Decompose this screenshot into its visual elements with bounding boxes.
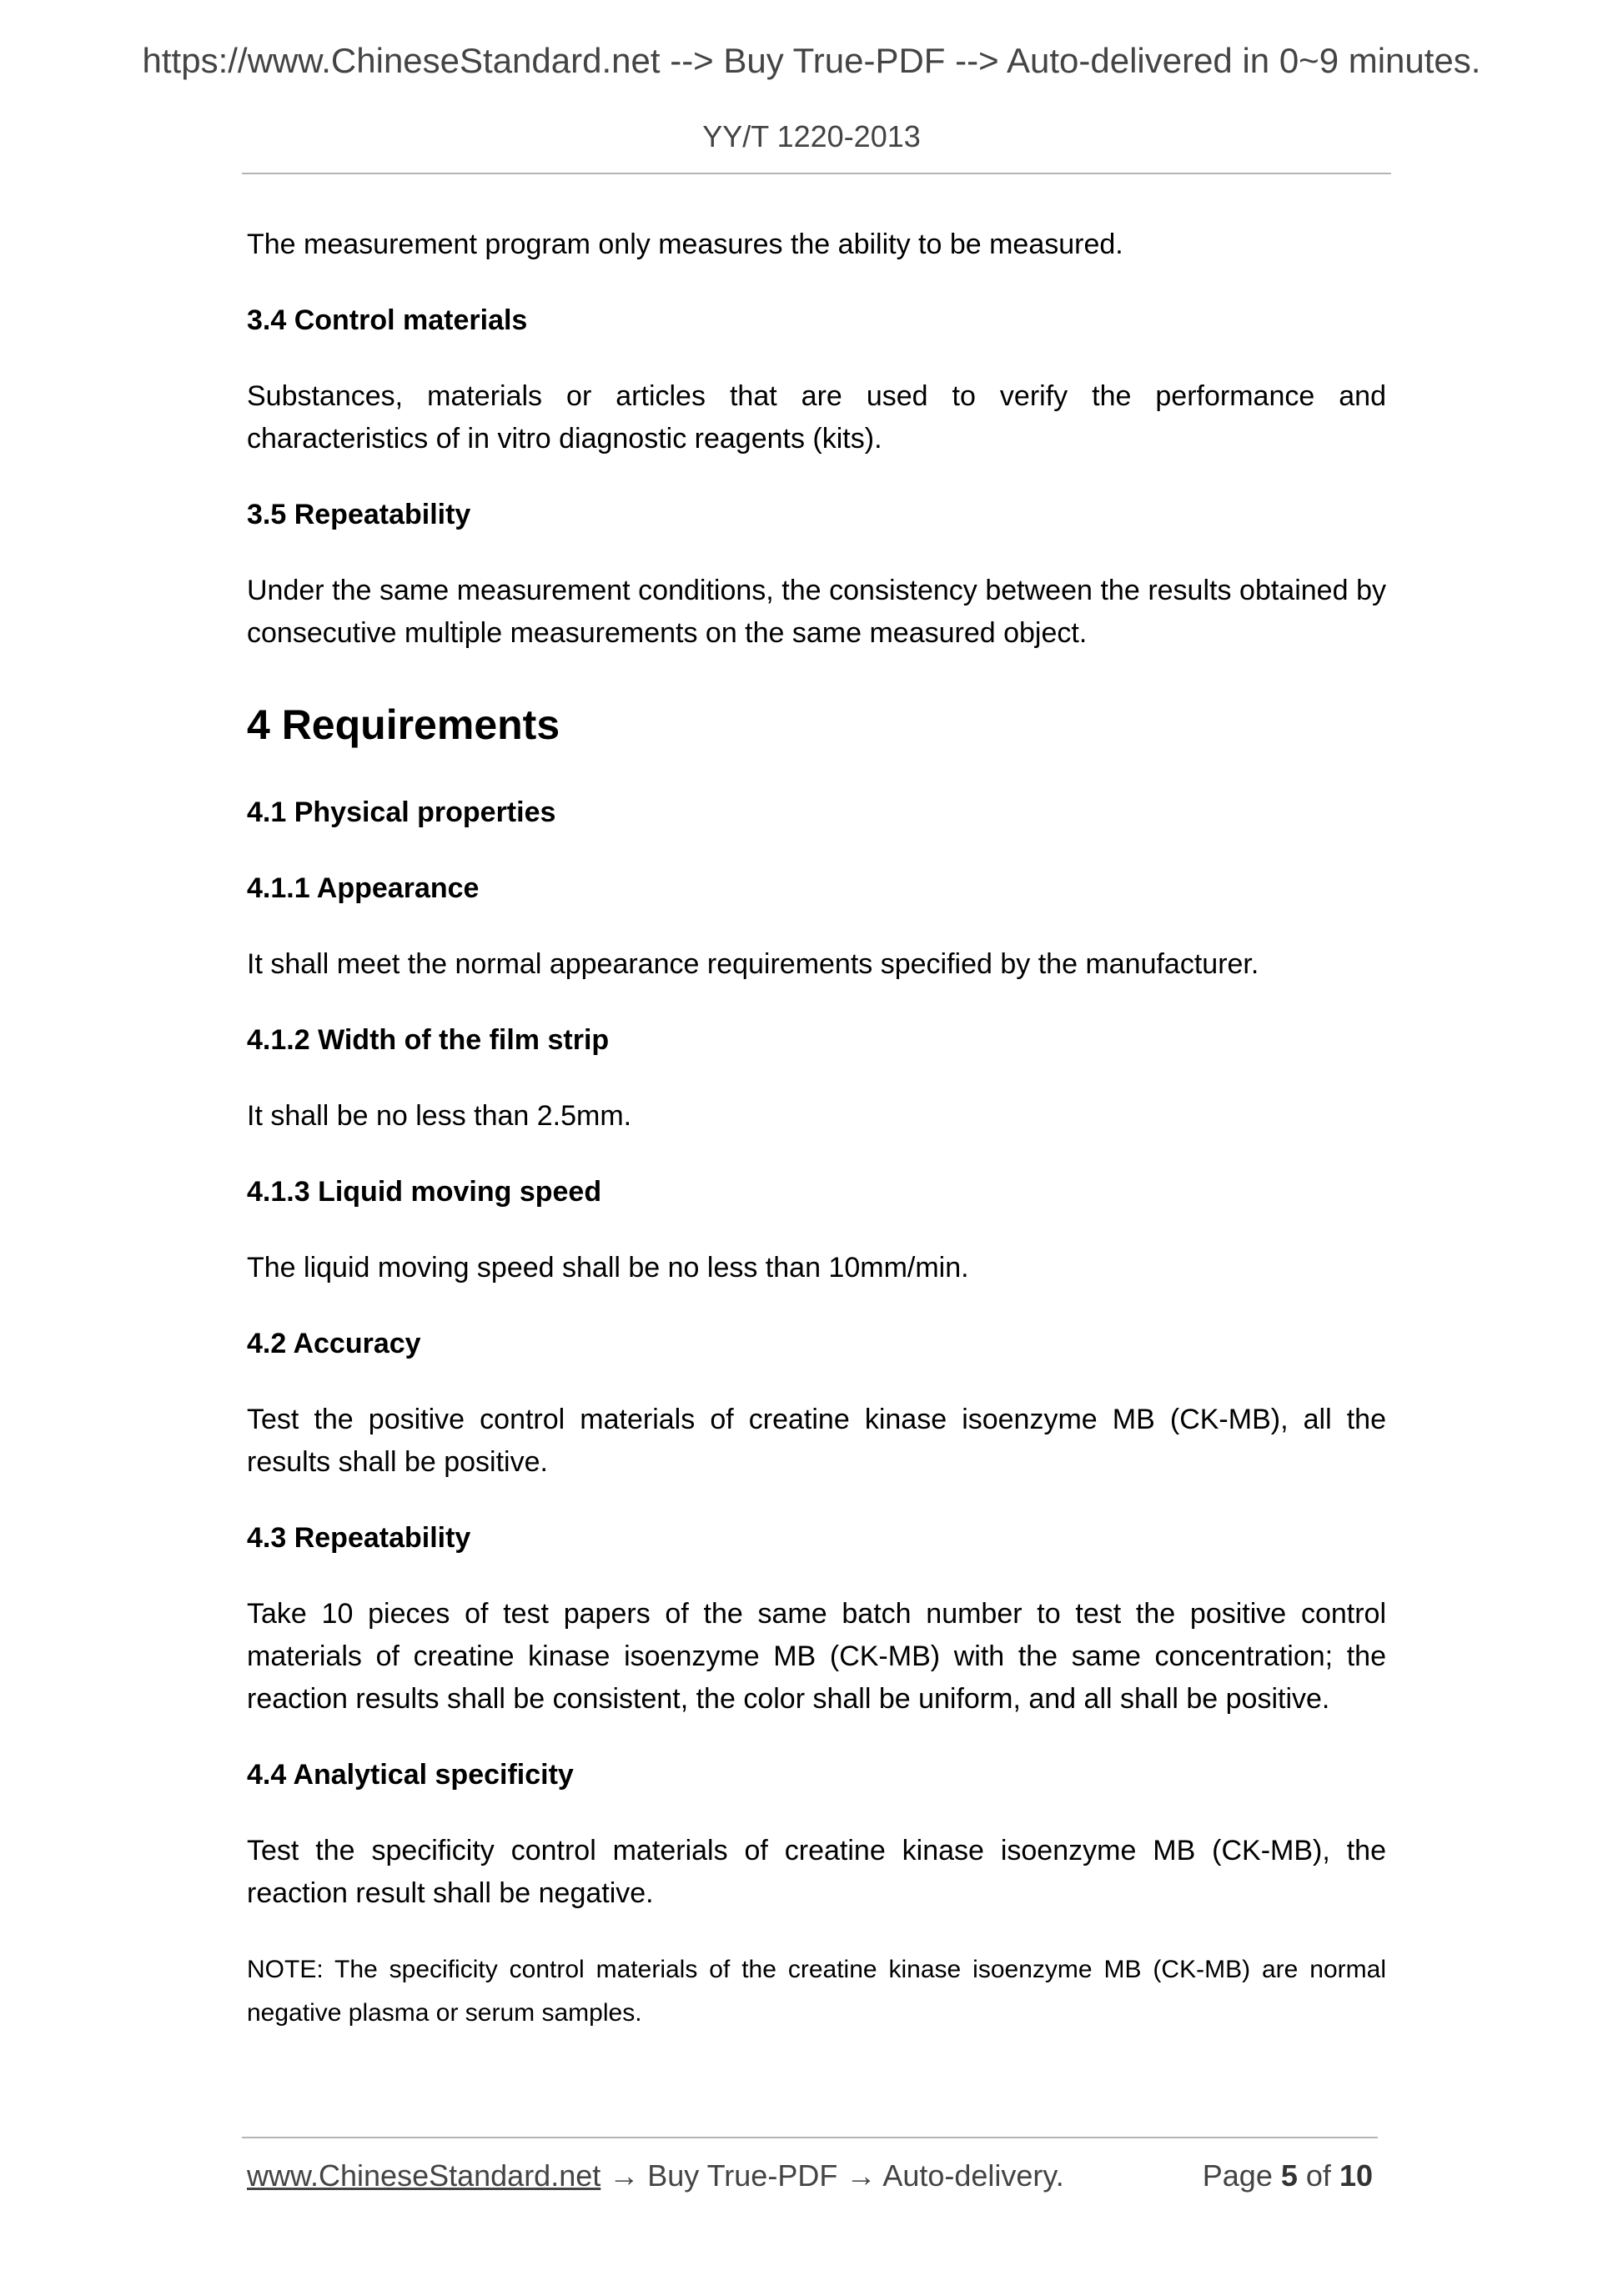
document-body xyxy=(247,224,1386,2035)
intro-paragraph: The measurement program only measures the ability to be measured. xyxy=(247,229,1123,260)
heading-4-3: 4.3 Repeatability xyxy=(247,1522,471,1554)
top-banner: https://www.ChineseStandard.net --> Buy True-PDF --> Auto-delivered in 0~9 minutes. xyxy=(142,41,1481,80)
footer-left xyxy=(247,2158,1064,2193)
paragraph-4-2: Test the positive control materials of creatine kinase isoenzyme MB (CK-MB), all the results shall be positive. xyxy=(247,1404,1386,1478)
heading-4-1-1: 4.1.1 Appearance xyxy=(247,872,480,904)
heading-4-1-2: 4.1.2 Width of the film strip xyxy=(247,1024,610,1056)
page-of-label: of xyxy=(1305,2158,1331,2193)
paragraph-4-1-3: The liquid moving speed shall be no less than 10mm/min. xyxy=(247,1252,969,1284)
paragraph-4-1-1: It shall meet the normal appearance requirements specified by the manufacturer. xyxy=(247,948,1259,980)
footer-divider xyxy=(242,2137,1378,2138)
paragraph-3-5: Under the same measurement conditions, the consistency between the results obtained by consecutive multiple measurements on the same measured object. xyxy=(247,575,1386,649)
paragraph-4-1-2: It shall be no less than 2.5mm. xyxy=(247,1100,632,1132)
note-paragraph: NOTE: The specificity control materials of the creatine kinase isoenzyme MB (CK-MB) are normal negative plasma or serum samples. xyxy=(247,1956,1386,2027)
page-label: Page xyxy=(1202,2158,1273,2193)
paragraph-4-4: Test the specificity control materials of creatine kinase isoenzyme MB (CK-MB), the reaction result shall be negative. xyxy=(247,1835,1386,1909)
paragraph-4-3: Take 10 pieces of test papers of the same batch number to test the positive control materials of creatine kinase isoenzyme MB (CK-MB) with the same concentration; the reaction results shall be consistent, the color shall be uniform, and all shall be positive. xyxy=(247,1598,1386,1715)
footer-tagline: → Buy True-PDF → Auto-delivery. xyxy=(600,2158,1064,2193)
heading-4-4: 4.4 Analytical specificity xyxy=(247,1759,574,1791)
paragraph-3-4: Substances, materials or articles that are used to verify the performance and characteristics of in vitro diagnostic reagents (kits). xyxy=(247,380,1386,455)
footer-site-link[interactable]: www.ChineseStandard.net xyxy=(247,2158,601,2193)
heading-4-1: 4.1 Physical properties xyxy=(247,796,556,828)
heading-4-1-3: 4.1.3 Liquid moving speed xyxy=(247,1176,602,1208)
page-current: 5 xyxy=(1280,2158,1298,2193)
standard-code-header: YY/T 1220-2013 xyxy=(702,119,921,153)
heading-4-2: 4.2 Accuracy xyxy=(247,1328,421,1359)
heading-3-4: 3.4 Control materials xyxy=(247,304,528,336)
heading-3-5: 3.5 Repeatability xyxy=(247,499,471,530)
page-total: 10 xyxy=(1339,2158,1373,2193)
header-divider xyxy=(242,173,1391,174)
heading-4-requirements: 4 Requirements xyxy=(247,701,560,748)
page-indicator xyxy=(1202,2158,1373,2193)
